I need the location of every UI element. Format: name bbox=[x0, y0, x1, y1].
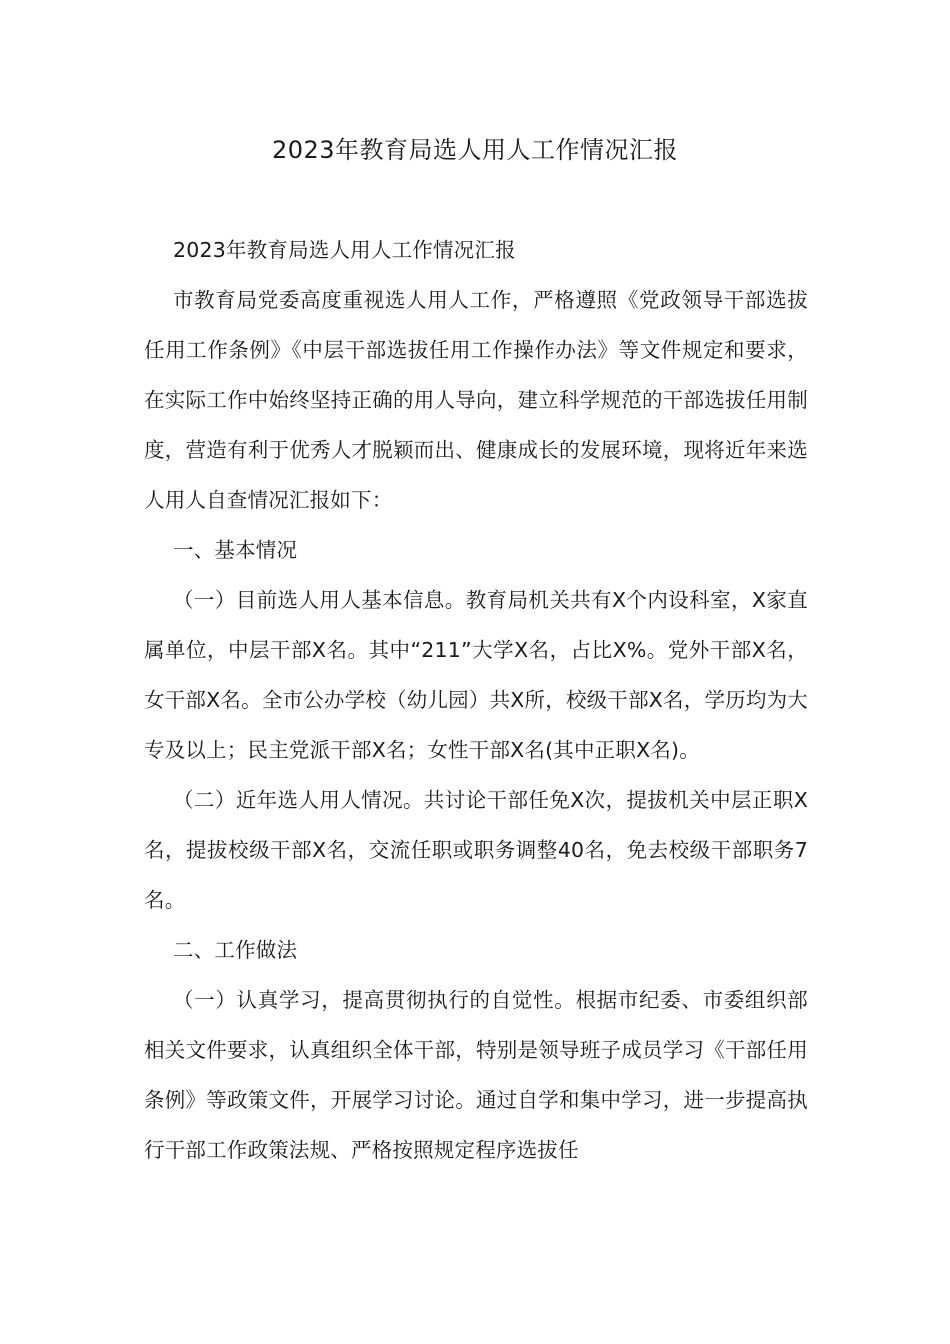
study-paragraph: （一）认真学习，提高贯彻执行的自觉性。根据市纪委、市委组织部相关文件要求，认真组织全体干部，特别是领导班子成员学习《干部任用条例》等政策文件，开展学习讨论。通过自学和集中学习，进一步提高执行干部工作政策法规、严格按照规定程序选拔任 bbox=[144, 988, 808, 1162]
subtitle-paragraph: 2023年教育局选人用人工作情况汇报 bbox=[173, 238, 516, 262]
section-heading-practice: 二、工作做法 bbox=[173, 938, 298, 962]
section-heading-basic: 一、基本情况 bbox=[173, 538, 298, 562]
recent-selection-paragraph: （二）近年选人用人情况。共讨论干部任免X次，提拔机关中层正职X名，提拔校级干部X名，交流任职或职务调整40名，免去校级干部职务7名。 bbox=[144, 788, 808, 912]
basic-info-paragraph: （一）目前选人用人基本信息。教育局机关共有X个内设科室，X家直属单位，中层干部X名。其中“211”大学X名，占比X%。党外干部X名，女干部X名。全市公办学校（幼儿园）共X所，校级干部X名，学历均为大专及以上；民主党派干部X名；女性干部X名(其中正职X名)。 bbox=[144, 588, 808, 762]
document-title: 2023年教育局选人用人工作情况汇报 bbox=[271, 136, 679, 164]
document-body bbox=[144, 225, 808, 1175]
intro-paragraph: 市教育局党委高度重视选人用人工作，严格遵照《党政领导干部选拔任用工作条例》《中层干部选拔任用工作操作办法》等文件规定和要求，在实际工作中始终坚持正确的用人导向，建立科学规范的干部选拔任用制度，营造有利于优秀人才脱颖而出、健康成长的发展环境，现将近年来选人用人自查情况汇报如下： bbox=[144, 288, 808, 512]
